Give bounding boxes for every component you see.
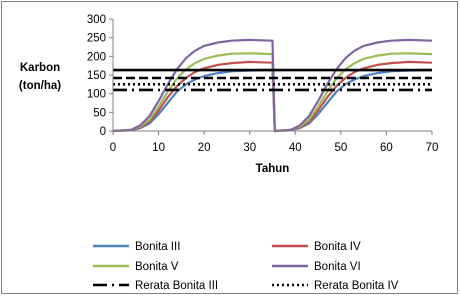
legend-label: Bonita III [135,241,181,253]
y-tick-label: 250 [86,32,106,45]
x-tick-label: 30 [243,142,257,154]
x-tick-label: 50 [334,142,348,154]
x-tick-label: 10 [152,142,165,154]
y-tick-label: 150 [86,70,106,82]
y-tick-label: 50 [93,107,106,120]
x-tick-label: 20 [197,142,211,154]
legend [93,241,399,292]
legend-label: Rerata Bonita III [135,280,219,292]
x-tick-label: 70 [425,142,439,154]
y-tick-label: 100 [86,88,106,101]
legend-label: Bonita VI [314,261,361,273]
legend-label: Rerata Bonita IV [314,280,399,292]
y-tick-label: 200 [86,51,106,64]
x-axis-label: Tahun [255,163,290,175]
x-tick-label: 60 [380,142,393,154]
legend-label: Bonita IV [314,241,361,253]
x-tick-label: 40 [288,142,302,154]
plot-lines [113,40,432,131]
y-tick-label: 300 [86,14,106,26]
y-tick-label: 0 [99,126,106,138]
y-axis-label-line1: Karbon [19,62,61,74]
legend-label: Bonita V [135,261,179,273]
y-axis-label-line2: (ton/ha) [18,80,62,92]
x-tick-label: 0 [109,142,117,154]
